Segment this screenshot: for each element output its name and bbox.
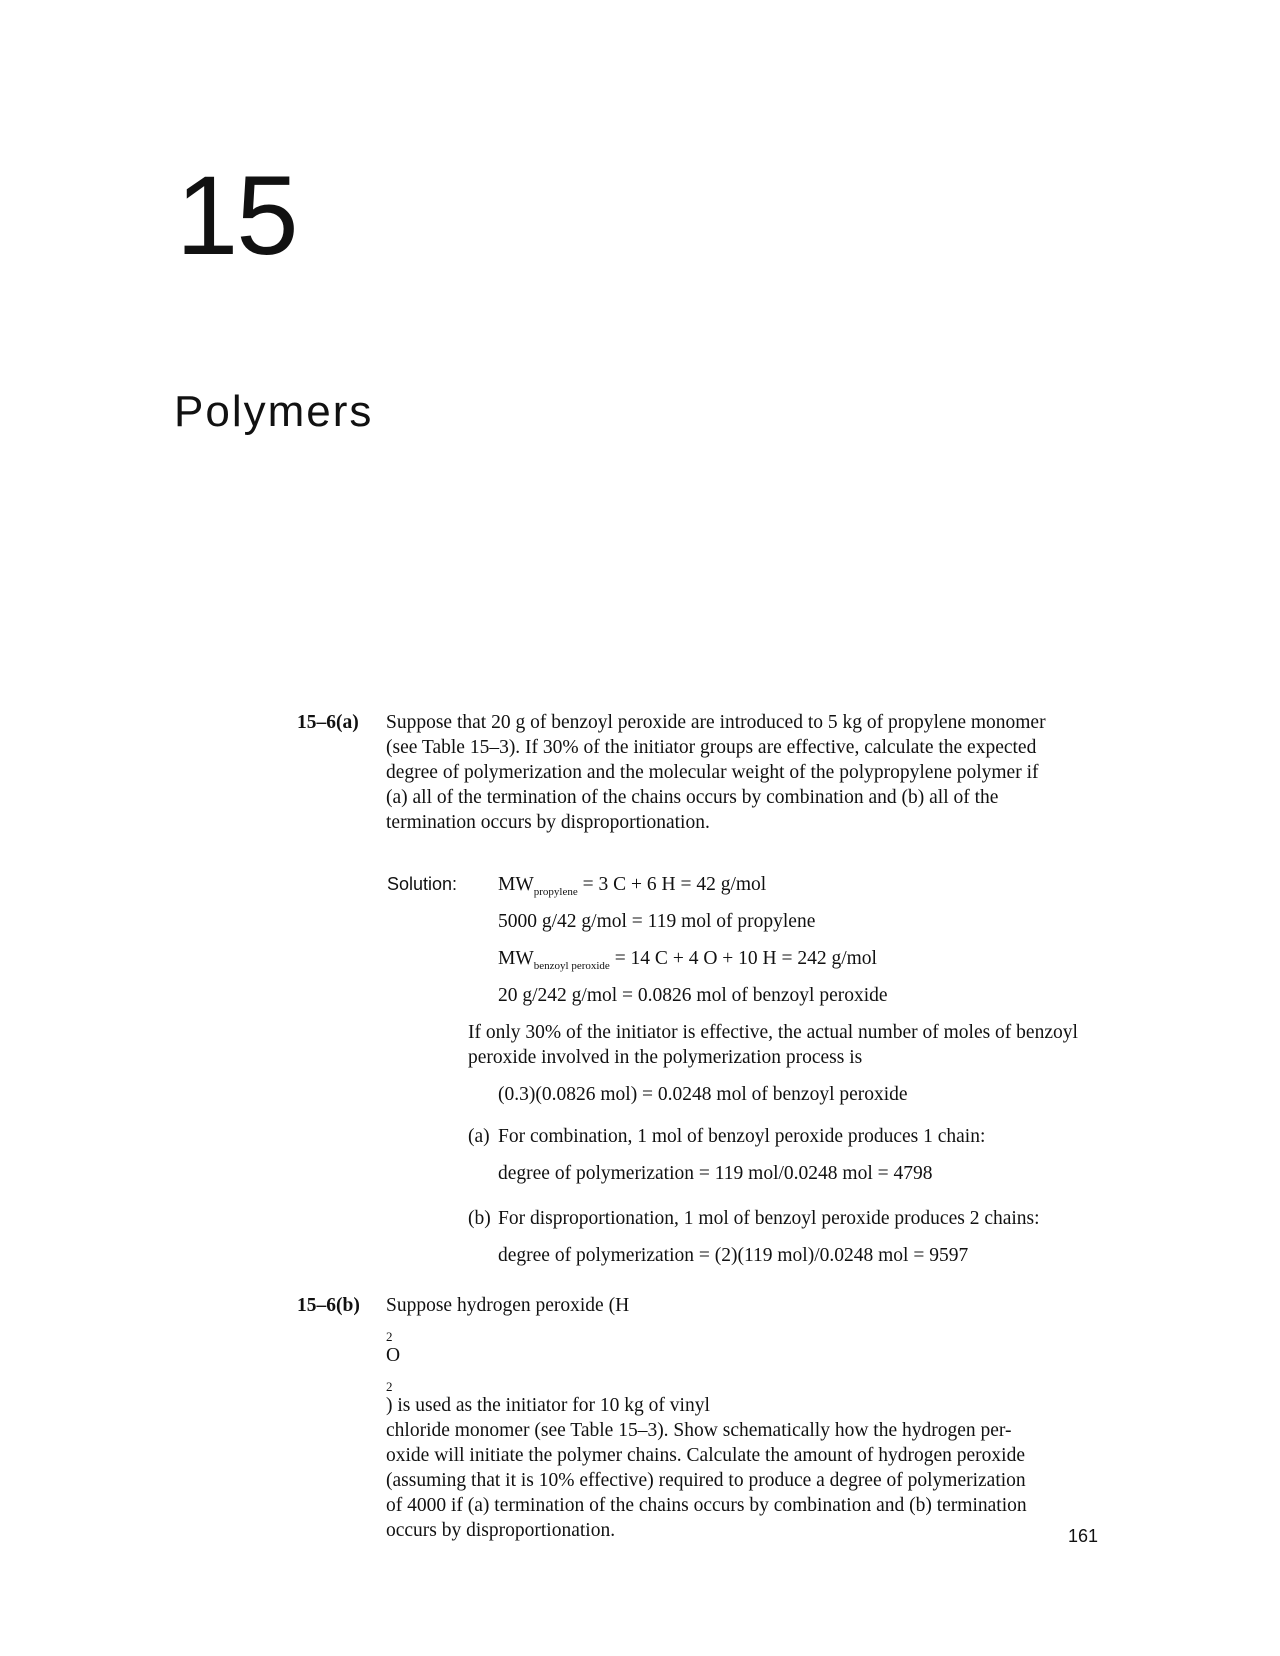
- chemical-subscript: 2: [386, 1329, 393, 1344]
- problem-b-line: chloride monomer (see Table 15–3). Show schematically how the hydrogen per-: [386, 1420, 1012, 1441]
- part-b-equation: degree of polymerization = (2)(119 mol)/0.0248 mol = 9597: [498, 1245, 969, 1266]
- chemical-subscript: 2: [386, 1379, 393, 1394]
- problem-b-text-fragment: O: [386, 1345, 401, 1366]
- part-b-text: For disproportionation, 1 mol of benzoyl peroxide produces 2 chains:: [498, 1208, 1040, 1229]
- problem-b-text-fragment: Suppose hydrogen peroxide (H: [386, 1295, 630, 1316]
- problem-a-line: (a) all of the termination of the chains occurs by combination and (b) all of the: [386, 787, 999, 808]
- problem-a-label: 15–6(a): [297, 712, 359, 733]
- equation-subscript: benzoyl peroxide: [533, 960, 610, 972]
- equation-text: MW: [498, 948, 534, 969]
- equation-text: MW: [498, 874, 534, 895]
- chapter-number: 15: [176, 153, 297, 278]
- equation-text: = 3 C + 6 H = 42 g/mol: [577, 874, 767, 895]
- solution-label: Solution:: [387, 874, 458, 894]
- equation-moles-benzoyl: 20 g/242 g/mol = 0.0826 mol of benzoyl peroxide: [498, 985, 888, 1006]
- problem-a-line: degree of polymerization and the molecular weight of the polypropylene polymer if: [386, 762, 1039, 783]
- problem-b-text-fragment: ) is used as the initiator for 10 kg of vinyl: [386, 1395, 710, 1416]
- equation-text: = 14 C + 4 O + 10 H = 242 g/mol: [609, 948, 877, 969]
- problem-b-line: [386, 1293, 1106, 1418]
- part-a-label: (a): [468, 1126, 490, 1147]
- problem-a-line: (see Table 15–3). If 30% of the initiator groups are effective, calculate the expected: [386, 737, 1037, 758]
- equation-mw-benzoyl: [498, 946, 877, 971]
- problem-a-text: [386, 710, 1106, 835]
- problem-b-label: 15–6(b): [297, 1295, 360, 1316]
- problem-b-line: occurs by disproportionation.: [386, 1520, 616, 1541]
- equation-subscript: propylene: [533, 886, 578, 898]
- solution-paragraph-line: peroxide involved in the polymerization process is: [468, 1047, 863, 1068]
- page-number: 161: [1068, 1526, 1099, 1546]
- part-b-label: (b): [468, 1208, 491, 1229]
- equation-effective-moles: (0.3)(0.0826 mol) = 0.0248 mol of benzoyl peroxide: [498, 1084, 908, 1105]
- solution-paragraph-line: If only 30% of the initiator is effective, the actual number of moles of benzoyl: [468, 1022, 1078, 1043]
- solution-paragraph: [468, 1020, 1108, 1070]
- problem-b-text: [386, 1293, 1106, 1543]
- part-a-text: For combination, 1 mol of benzoyl peroxide produces 1 chain:: [498, 1126, 986, 1147]
- problem-b-line: oxide will initiate the polymer chains. Calculate the amount of hydrogen peroxide: [386, 1445, 1025, 1466]
- equation-moles-propylene: 5000 g/42 g/mol = 119 mol of propylene: [498, 911, 816, 932]
- problem-a-line: Suppose that 20 g of benzoyl peroxide are introduced to 5 kg of propylene monomer: [386, 712, 1046, 733]
- part-a-equation: degree of polymerization = 119 mol/0.0248 mol = 4798: [498, 1163, 933, 1184]
- problem-a-line: termination occurs by disproportionation.: [386, 812, 710, 833]
- equation-mw-propylene: [498, 872, 766, 897]
- problem-b-line: of 4000 if (a) termination of the chains occurs by combination and (b) termination: [386, 1495, 1027, 1516]
- chapter-title: Polymers: [174, 387, 374, 436]
- problem-b-line: (assuming that it is 10% effective) required to produce a degree of polymerization: [386, 1470, 1026, 1491]
